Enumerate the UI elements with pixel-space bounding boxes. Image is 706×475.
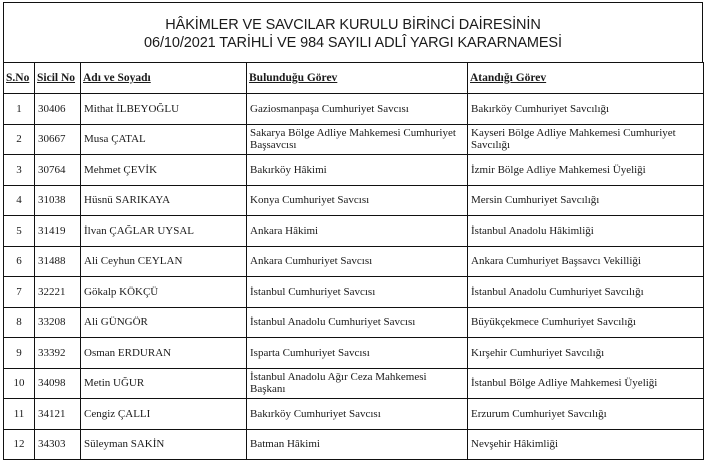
cell-sno: 4 <box>4 185 35 216</box>
cell-current-position: Ankara Hâkimi <box>247 216 468 247</box>
table-row <box>4 368 704 399</box>
table-row <box>4 216 704 247</box>
cell-current-position: Batman Hâkimi <box>247 429 468 460</box>
cell-sicil-no: 31419 <box>35 216 81 247</box>
table-row <box>4 124 704 155</box>
cell-current-position: Bakırköy Cumhuriyet Savcısı <box>247 399 468 430</box>
cell-sno: 6 <box>4 246 35 277</box>
cell-assigned-position: İstanbul Anadolu Hâkimliği <box>468 216 704 247</box>
cell-sno: 5 <box>4 216 35 247</box>
cell-name: Mehmet ÇEVİK <box>81 155 247 186</box>
cell-name: Mithat İLBEYOĞLU <box>81 94 247 125</box>
cell-name: Hüsnü SARIKAYA <box>81 185 247 216</box>
cell-name: Ali Ceyhun CEYLAN <box>81 246 247 277</box>
cell-sicil-no: 32221 <box>35 277 81 308</box>
table-row <box>4 277 704 308</box>
cell-name: Gökalp KÖKÇÜ <box>81 277 247 308</box>
cell-assigned-position: İstanbul Anadolu Cumhuriyet Savcılığı <box>468 277 704 308</box>
cell-assigned-position: Bakırköy Cumhuriyet Savcılığı <box>468 94 704 125</box>
cell-sicil-no: 33392 <box>35 338 81 369</box>
cell-assigned-position: Nevşehir Hâkimliği <box>468 429 704 460</box>
cell-sno: 2 <box>4 124 35 155</box>
cell-name: Osman ERDURAN <box>81 338 247 369</box>
cell-name: Ali GÜNGÖR <box>81 307 247 338</box>
table-row <box>4 307 704 338</box>
cell-sno: 7 <box>4 277 35 308</box>
cell-name: İlvan ÇAĞLAR UYSAL <box>81 216 247 247</box>
table-row <box>4 185 704 216</box>
table-row <box>4 429 704 460</box>
cell-assigned-position: Mersin Cumhuriyet Savcılığı <box>468 185 704 216</box>
cell-current-position: İstanbul Cumhuriyet Savcısı <box>247 277 468 308</box>
cell-name: Süleyman SAKİN <box>81 429 247 460</box>
cell-name: Musa ÇATAL <box>81 124 247 155</box>
cell-current-position: Isparta Cumhuriyet Savcısı <box>247 338 468 369</box>
title-line-1: HÂKİMLER VE SAVCILAR KURULU BİRİNCİ DAİRESİNİN <box>165 17 541 33</box>
cell-sno: 8 <box>4 307 35 338</box>
cell-name: Cengiz ÇALLI <box>81 399 247 430</box>
cell-assigned-position: Kayseri Bölge Adliye Mahkemesi Cumhuriyet Savcılığı <box>468 124 704 155</box>
table-row <box>4 246 704 277</box>
table-row <box>4 155 704 186</box>
table-header-row <box>4 63 704 94</box>
decree-document <box>3 2 703 460</box>
cell-sicil-no: 30667 <box>35 124 81 155</box>
cell-current-position: İstanbul Anadolu Ağır Ceza Mahkemesi Başkanı <box>247 368 468 399</box>
cell-sicil-no: 30406 <box>35 94 81 125</box>
table-row <box>4 338 704 369</box>
header-sicil-no: Sicil No <box>35 63 81 94</box>
cell-assigned-position: Ankara Cumhuriyet Başsavcı Vekilliği <box>468 246 704 277</box>
cell-current-position: Bakırköy Hâkimi <box>247 155 468 186</box>
cell-assigned-position: Büyükçekmece Cumhuriyet Savcılığı <box>468 307 704 338</box>
cell-sicil-no: 31488 <box>35 246 81 277</box>
cell-sicil-no: 34121 <box>35 399 81 430</box>
cell-sicil-no: 30764 <box>35 155 81 186</box>
cell-assigned-position: İzmir Bölge Adliye Mahkemesi Üyeliği <box>468 155 704 186</box>
cell-sicil-no: 34303 <box>35 429 81 460</box>
table-row <box>4 94 704 125</box>
header-assigned-position: Atandığı Görev <box>468 63 704 94</box>
cell-assigned-position: Kırşehir Cumhuriyet Savcılığı <box>468 338 704 369</box>
cell-sno: 3 <box>4 155 35 186</box>
document-title <box>3 2 703 62</box>
cell-sicil-no: 33208 <box>35 307 81 338</box>
cell-sno: 1 <box>4 94 35 125</box>
title-line-2: 06/10/2021 TARİHLİ VE 984 SAYILI ADLÎ YARGI KARARNAMESİ <box>144 35 562 51</box>
cell-name: Metin UĞUR <box>81 368 247 399</box>
cell-sicil-no: 31038 <box>35 185 81 216</box>
header-current-position: Bulunduğu Görev <box>247 63 468 94</box>
cell-current-position: İstanbul Anadolu Cumhuriyet Savcısı <box>247 307 468 338</box>
cell-sicil-no: 34098 <box>35 368 81 399</box>
header-name: Adı ve Soyadı <box>81 63 247 94</box>
header-sno: S.No <box>4 63 35 94</box>
appointments-table <box>3 62 704 460</box>
cell-sno: 11 <box>4 399 35 430</box>
cell-current-position: Konya Cumhuriyet Savcısı <box>247 185 468 216</box>
cell-current-position: Gaziosmanpaşa Cumhuriyet Savcısı <box>247 94 468 125</box>
cell-sno: 12 <box>4 429 35 460</box>
cell-assigned-position: Erzurum Cumhuriyet Savcılığı <box>468 399 704 430</box>
cell-sno: 10 <box>4 368 35 399</box>
cell-current-position: Sakarya Bölge Adliye Mahkemesi Cumhuriyet Başsavcısı <box>247 124 468 155</box>
cell-current-position: Ankara Cumhuriyet Savcısı <box>247 246 468 277</box>
cell-sno: 9 <box>4 338 35 369</box>
cell-assigned-position: İstanbul Bölge Adliye Mahkemesi Üyeliği <box>468 368 704 399</box>
table-row <box>4 399 704 430</box>
